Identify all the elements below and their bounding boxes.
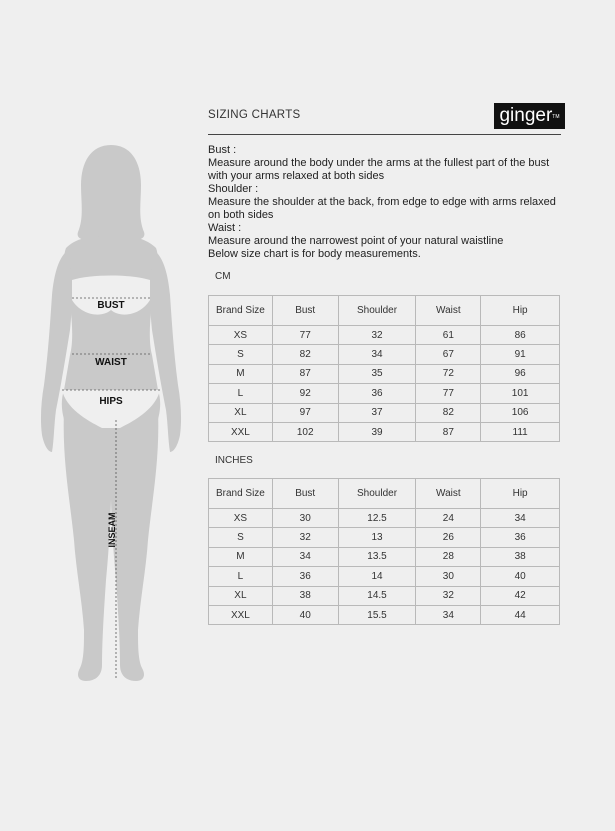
shoulder-instruction: Measure the shoulder at the back, from edge to edge with arms relaxed on both sides: [208, 196, 556, 221]
table-row: [209, 345, 560, 364]
shoulder-heading: Shoulder :: [208, 183, 259, 195]
table-cell: 82: [272, 345, 338, 364]
table-row: [209, 326, 560, 345]
table-cell: M: [209, 547, 273, 566]
cm-unit-label: CM: [215, 271, 231, 282]
table-cell: 37: [338, 403, 416, 422]
table-cell: 82: [416, 403, 481, 422]
table-row: [209, 586, 560, 605]
table-cell: 86: [481, 326, 560, 345]
table-cell: 34: [416, 605, 481, 624]
table-cell: 38: [481, 547, 560, 566]
table-cell: 36: [272, 567, 338, 586]
measurement-instructions: [208, 144, 568, 261]
chart-note: Below size chart is for body measurements.: [208, 248, 421, 260]
left-leg-silhouette: [64, 410, 112, 681]
table-cell: L: [209, 567, 273, 586]
table-row: [209, 422, 560, 441]
table-cell: XL: [209, 403, 273, 422]
table-cell: 24: [416, 509, 481, 528]
waist-instruction: Measure around the narrowest point of your natural waistline: [208, 235, 504, 247]
column-header: Brand Size: [209, 479, 273, 509]
table-cell: XS: [209, 509, 273, 528]
table-cell: 32: [416, 586, 481, 605]
table-cell: 77: [416, 384, 481, 403]
table-cell: 35: [338, 364, 416, 383]
body-measurement-figure: [36, 140, 186, 690]
table-cell: 30: [272, 509, 338, 528]
table-row: [209, 364, 560, 383]
bust-label: BUST: [97, 300, 125, 311]
table-cell: 96: [481, 364, 560, 383]
column-header: Brand Size: [209, 296, 273, 326]
table-cell: 34: [272, 547, 338, 566]
trademark-mark: TM: [552, 114, 560, 120]
bust-heading: Bust :: [208, 144, 237, 156]
table-cell: 32: [272, 528, 338, 547]
table-cell: 111: [481, 422, 560, 441]
table-cell: 38: [272, 586, 338, 605]
table-cell: 26: [416, 528, 481, 547]
inseam-label: INSEAM: [107, 512, 117, 548]
table-cell: 87: [272, 364, 338, 383]
table-header-row: [209, 296, 560, 326]
inches-unit-label: INCHES: [215, 455, 253, 466]
column-header: Bust: [272, 296, 338, 326]
table-cell: XXL: [209, 605, 273, 624]
table-cell: XL: [209, 586, 273, 605]
table-cell: 32: [338, 326, 416, 345]
table-row: [209, 384, 560, 403]
table-cell: 87: [416, 422, 481, 441]
table-cell: XS: [209, 326, 273, 345]
table-row: [209, 509, 560, 528]
table-row: [209, 403, 560, 422]
table-cell: 15.5: [338, 605, 416, 624]
table-cell: 36: [338, 384, 416, 403]
table-cell: 44: [481, 605, 560, 624]
table-cell: 28: [416, 547, 481, 566]
table-cell: 34: [338, 345, 416, 364]
table-cell: 67: [416, 345, 481, 364]
table-cell: S: [209, 345, 273, 364]
hips-label: HIPS: [99, 396, 123, 407]
table-cell: 40: [481, 567, 560, 586]
column-header: Bust: [272, 479, 338, 509]
table-cell: 13: [338, 528, 416, 547]
table-cell: 39: [338, 422, 416, 441]
table-cell: 42: [481, 586, 560, 605]
table-cell: 72: [416, 364, 481, 383]
table-cell: 36: [481, 528, 560, 547]
table-cell: S: [209, 528, 273, 547]
table-cell: 106: [481, 403, 560, 422]
table-row: [209, 567, 560, 586]
table-cell: 34: [481, 509, 560, 528]
waist-label: WAIST: [95, 357, 127, 368]
table-cell: 14.5: [338, 586, 416, 605]
table-cell: 77: [272, 326, 338, 345]
right-leg-silhouette: [110, 410, 158, 681]
table-cell: M: [209, 364, 273, 383]
table-cell: 91: [481, 345, 560, 364]
table-cell: 97: [272, 403, 338, 422]
table-header-row: [209, 479, 560, 509]
header-divider: [208, 134, 561, 135]
column-header: Shoulder: [338, 479, 416, 509]
brand-logo: [494, 103, 565, 129]
table-cell: 102: [272, 422, 338, 441]
table-row: [209, 547, 560, 566]
column-header: Shoulder: [338, 296, 416, 326]
table-cell: 30: [416, 567, 481, 586]
bust-instruction: Measure around the body under the arms at the fullest part of the bust with your arms relaxed at both sides: [208, 157, 550, 182]
table-cell: 12.5: [338, 509, 416, 528]
inches-size-table: [208, 478, 560, 625]
waist-heading: Waist :: [208, 222, 242, 234]
column-header: Waist: [416, 296, 481, 326]
table-cell: 92: [272, 384, 338, 403]
brand-logo-text: ginger: [499, 105, 553, 126]
table-cell: L: [209, 384, 273, 403]
column-header: Hip: [481, 296, 560, 326]
column-header: Waist: [416, 479, 481, 509]
column-header: Hip: [481, 479, 560, 509]
table-cell: 101: [481, 384, 560, 403]
table-cell: 61: [416, 326, 481, 345]
table-cell: 13.5: [338, 547, 416, 566]
table-row: [209, 605, 560, 624]
table-cell: 40: [272, 605, 338, 624]
table-cell: XXL: [209, 422, 273, 441]
table-cell: 14: [338, 567, 416, 586]
table-row: [209, 528, 560, 547]
page-title: SIZING CHARTS: [208, 109, 301, 121]
cm-size-table: [208, 295, 560, 442]
